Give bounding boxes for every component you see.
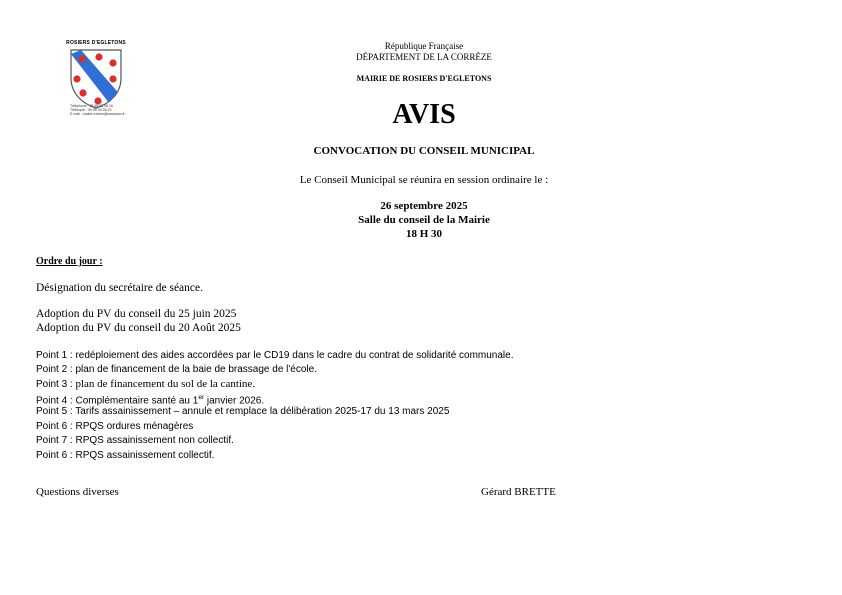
meeting-place: Salle du conseil de la Mairie bbox=[358, 214, 490, 226]
mairie-line: MAIRIE DE ROSIERS D'EGLETONS bbox=[356, 74, 492, 83]
agenda-point-text: Point 4 : Complémentaire santé au 1 bbox=[36, 395, 199, 407]
agenda-point-text: janvier 2026. bbox=[204, 395, 265, 407]
agenda-point bbox=[36, 377, 255, 392]
logo-email: E-mail : mairie.rosiers@wanadoo.fr bbox=[70, 112, 125, 116]
logo-title: ROSIERS D'EGLETONS bbox=[66, 40, 126, 46]
agenda-point-text: plan de financement du sol de la cantine. bbox=[75, 378, 256, 390]
agenda-point: Point 6 : RPQS assainissement collectif. bbox=[36, 450, 215, 461]
ordinal-sup: er bbox=[198, 394, 205, 401]
adoption-line: Adoption du PV du conseil du 25 juin 2025 bbox=[36, 308, 237, 320]
agenda-point: Point 1 : redéploiement des aides accordées par le CD19 dans le cadre du contrat de solidarité communale. bbox=[36, 350, 514, 361]
designation-line: Désignation du secrétaire de séance. bbox=[36, 282, 203, 294]
meeting-time: 18 H 30 bbox=[405, 228, 443, 240]
agenda-point: Point 5 : Tarifs assainissement – annule et remplace la délibération 2025-17 du 13 mars 2025 bbox=[36, 406, 450, 417]
agenda-point: Point 2 : plan de financement de la baie de brassage de l'école. bbox=[36, 364, 317, 375]
page-title: AVIS bbox=[392, 99, 456, 130]
meeting-date: 26 septembre 2025 bbox=[380, 200, 468, 212]
agenda-heading: Ordre du jour : bbox=[36, 256, 103, 267]
logo-phone: Téléphone : 05 55 93 08 16 bbox=[70, 104, 113, 108]
subtitle: CONVOCATION DU CONSEIL MUNICIPAL bbox=[313, 145, 535, 157]
republic-line: République Française bbox=[384, 41, 464, 51]
agenda-point: Point 7 : RPQS assainissement non collectif. bbox=[36, 435, 234, 446]
agenda-point-label: Point 3 : bbox=[36, 379, 76, 390]
adoption-line: Adoption du PV du conseil du 20 Août 2025 bbox=[36, 322, 241, 334]
logo-fax: Télécopie : 05 55 93 28 20 bbox=[70, 108, 112, 112]
agenda-point: Point 6 : RPQS ordures ménagères bbox=[36, 421, 194, 432]
intro-text: Le Conseil Municipal se réunira en session ordinaire le : bbox=[299, 174, 549, 186]
department-line: DÉPARTEMENT DE LA CORRÈZE bbox=[356, 52, 492, 62]
questions-diverses: Questions diverses bbox=[36, 486, 119, 498]
signature: Gérard BRETTE bbox=[481, 486, 556, 498]
